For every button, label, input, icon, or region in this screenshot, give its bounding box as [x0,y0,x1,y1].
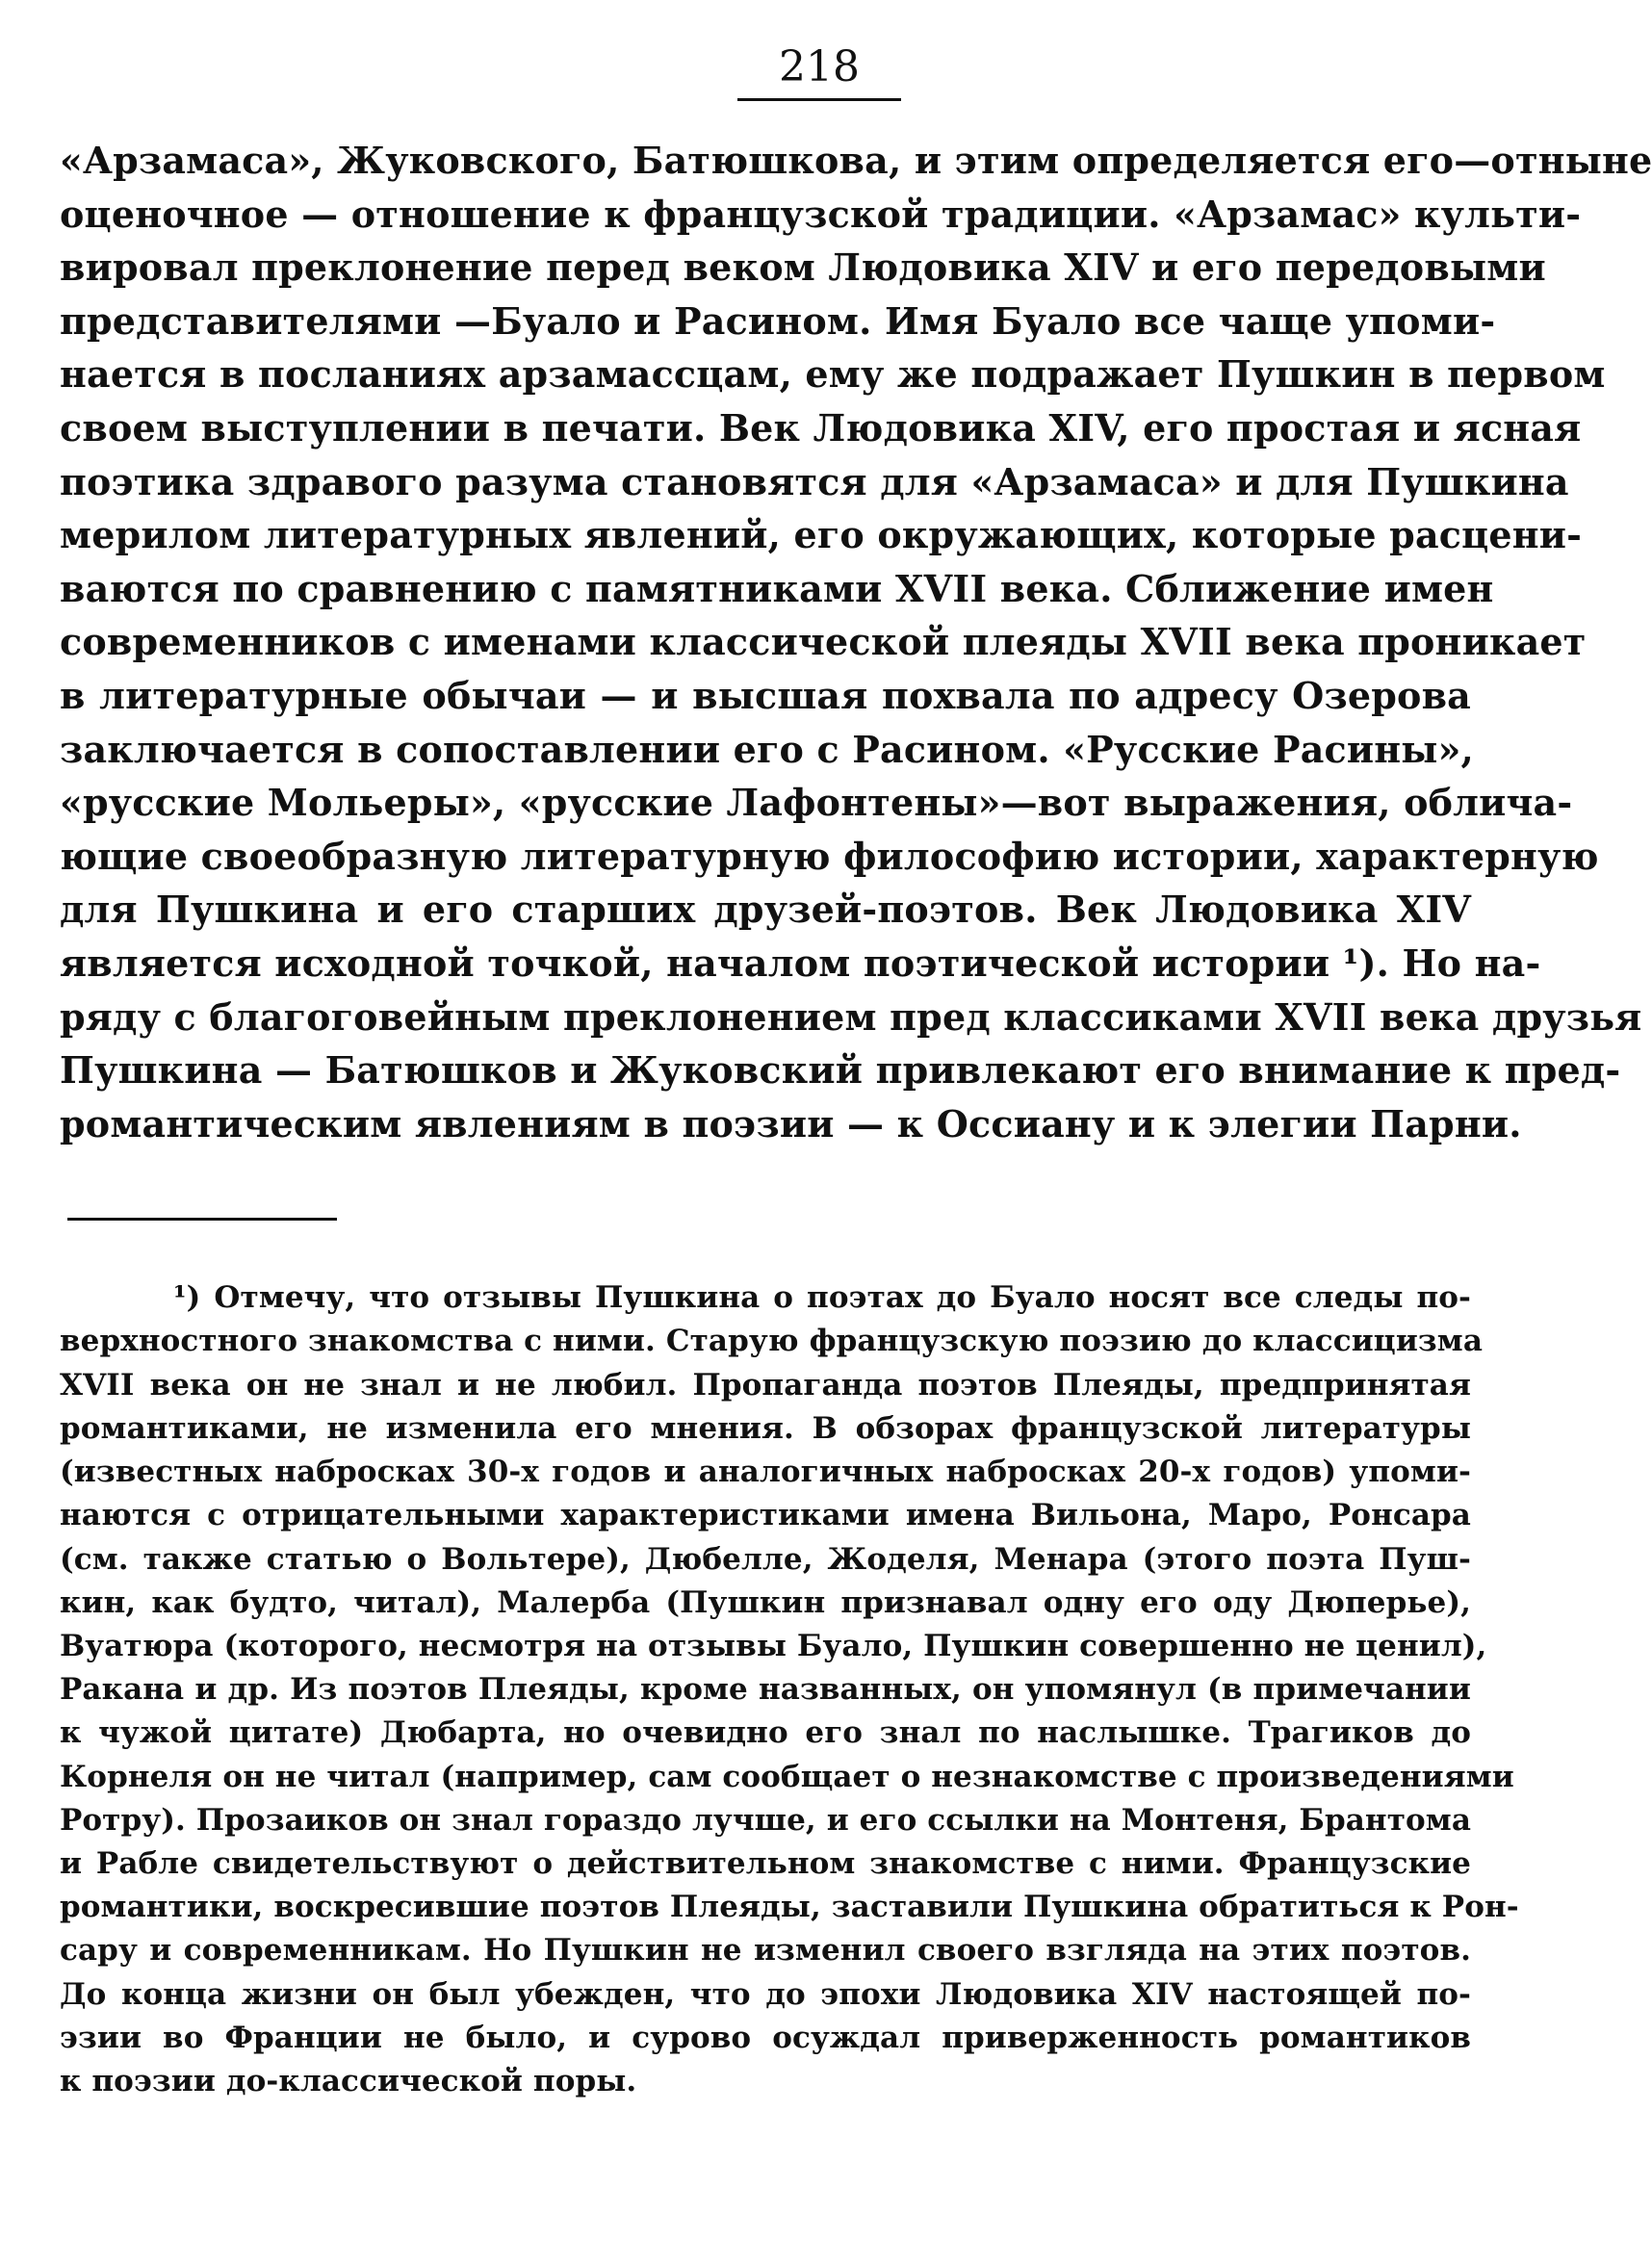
footnote-line: романтики, воскресившие поэтов Плеяды, заставили Пушкина обратиться к Рон- [60,1890,1519,1925]
footnote-line: наются с отрицательными характеристиками имена Вильона, Маро, Ронсара [60,1498,1471,1533]
footnote-line: сару и современникам. Но Пушкин не изменил своего взгляда на этих поэтов. [60,1933,1471,1969]
main-text-line: романтическим явлениям в поэзии — к Оссиану и к элегии Парни. [60,1101,1522,1146]
footnote-line: (известных набросках 30-х годов и аналогичных набросках 20-х годов) упоми- [60,1455,1471,1490]
page-number: 218 [737,39,901,101]
footnote-line: кин, как будто, читал), Малерба (Пушкин признавал одну его оду Дюперье), [60,1584,1471,1620]
main-text-line: представителями —Буало и Расином. Имя Буало все чаще упоми- [60,298,1496,343]
document-page [60,39,1652,2103]
main-text-line: для Пушкина и его старших друзей-поэтов. Век Людовика XIV [60,888,1471,932]
main-text-line: заключается в сопоставлении его с Расином. «Русские Расины», [60,727,1474,771]
main-text-line: вировал преклонение перед веком Людовика XIV и его передовыми [60,245,1546,290]
main-text-line: ющие своеобразную литературную философию истории, характерную [60,834,1599,878]
footnote-line: к поэзии до-классической поры. [60,2063,637,2099]
main-text-line: мерилом литературных явлений, его окружающих, которые расцени- [60,513,1583,557]
main-text-line: нается в посланиях арзамассцам, ему же подражает Пушкин в первом [60,352,1606,397]
main-text-block [60,134,1652,1150]
main-text-line: современников с именами классической плеяды XVII века проникает [60,620,1587,664]
footnote-separator [67,1218,337,1221]
main-text-line: является исходной точкой, началом поэтической истории ¹). Но на- [60,940,1541,985]
main-text-line: оценочное — отношение к французской традиции. «Арзамас» культи- [60,192,1582,236]
footnote-line: (см. также статью о Вольтере), Дюбелле, Жоделя, Менара (этого поэта Пуш- [60,1541,1471,1577]
footnote-line: Ракана и др. Из поэтов Плеяды, кроме названных, он упомянул (в примечании [60,1672,1471,1708]
main-text-line: «Арзамаса», Жуковского, Батюшкова, и этим определяется его—отныне [60,139,1652,182]
footnote-line: романтиками, не изменила его мнения. В обзорах французской литературы [60,1410,1471,1446]
footnote-line: к чужой цитате) Дюбарта, но очевидно его знал по наслышке. Трагиков до [60,1715,1471,1751]
footnote-line: Вуатюра (которого, несмотря на отзывы Буало, Пушкин совершенно не ценил), [60,1628,1487,1663]
footnote-line: Ротру). Прозаиков он знал гораздо лучше, и его ссылки на Монтеня, Брантома [60,1802,1472,1838]
footnote-line: верхностного знакомства с ними. Старую французскую поэзию до классицизма [60,1324,1484,1359]
main-text-line: ваются по сравнению с памятниками XVII века. Сближение имен [60,566,1494,610]
main-text-line: в литературные обычаи — и высшая похвала по адресу Озерова [60,673,1471,717]
footnote-line: эзии во Франции не было, и сурово осуждал приверженность романтиков [60,2020,1471,2055]
footnote-line: XVII века он не знал и не любил. Пропаганда поэтов Плеяды, предпринятая [60,1367,1471,1403]
footnote-line: До конца жизни он был убежден, что до эпохи Людовика XIV настоящей по- [60,1976,1471,2012]
footnote-line: Корнеля он не читал (например, сам сообщает о незнакомстве с произведениями [60,1759,1514,1794]
main-text-line: ряду с благоговейным преклонением пред классиками XVII века друзья [60,994,1642,1039]
main-text-line: «русские Мольеры», «русские Лафонтены»—вот выражения, облича- [60,781,1573,825]
footnote-block [60,1276,1519,2103]
main-text-line: своем выступлении в печати. Век Людовика XIV, его простая и ясная [60,405,1582,450]
footnote-line: ¹) Отмечу, что отзывы Пушкина о поэтах до Буало носят все следы по- [173,1280,1471,1316]
main-text-line: Пушкина — Батюшков и Жуковский привлекают его внимание к пред- [60,1048,1621,1093]
footnote-line: и Рабле свидетельствуют о действительном знакомстве с ними. Французские [60,1845,1471,1881]
main-text-line: поэтика здравого разума становятся для «Арзамаса» и для Пушкина [60,459,1569,503]
